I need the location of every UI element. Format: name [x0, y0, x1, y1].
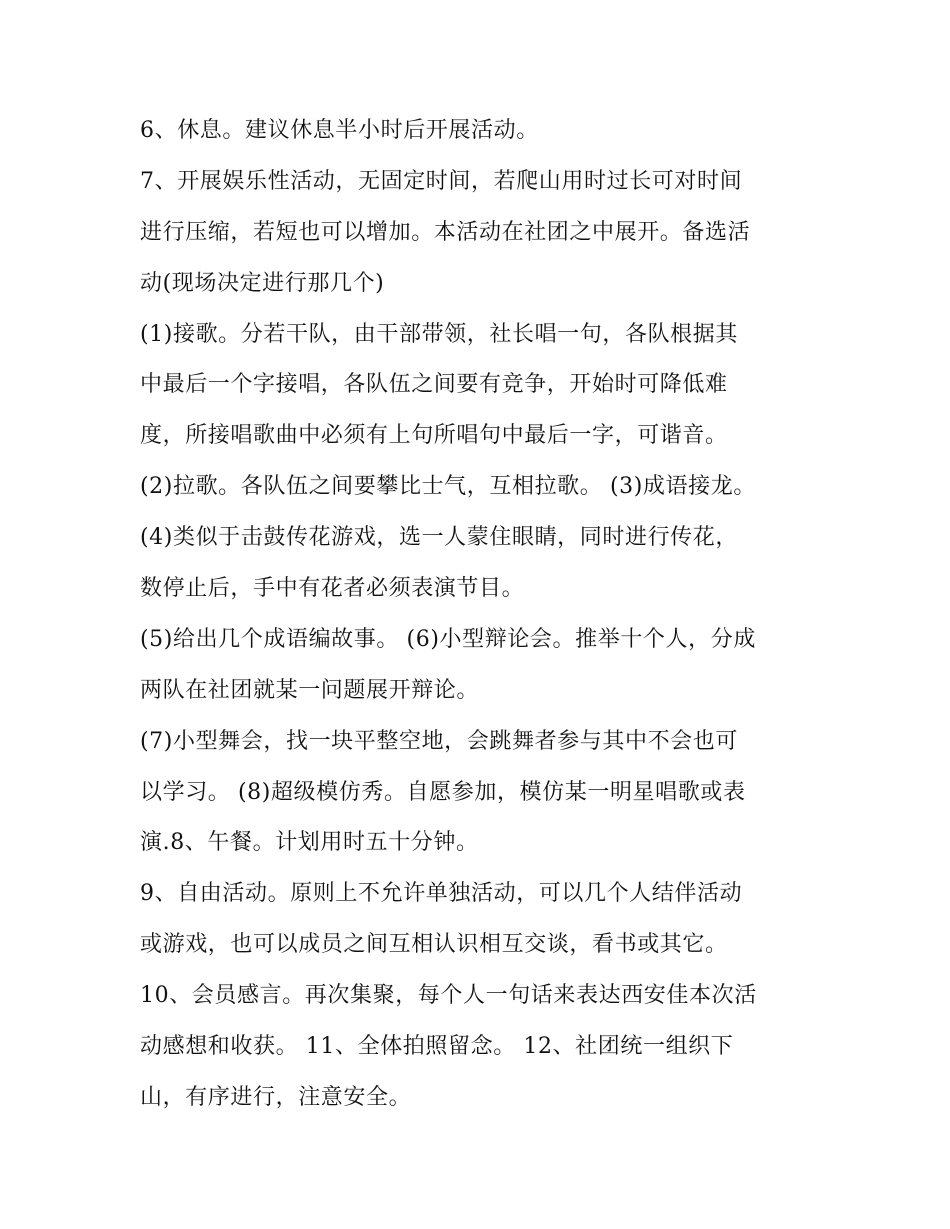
text-line: 6、休息。建议休息半小时后开展活动。	[140, 118, 539, 143]
text-line: (5)给出几个成语编故事。 (6)小型辩论会。推举十个人，分成	[140, 626, 756, 652]
text-line: 动感想和收获。 11、全体拍照留念。 12、社团统一组织下	[140, 1034, 734, 1060]
text-line: 7、开展娱乐性活动，无固定时间，若爬山用时过长可对时间	[140, 168, 743, 194]
text-line: 中最后一个字接唱，各队伍之间要有竞争，开始时可降低难	[140, 372, 728, 398]
text-line: (2)拉歌。各队伍之间要攀比士气，互相拉歌。 (3)成语接龙。	[140, 474, 756, 500]
text-line: 山，有序进行，注意安全。	[140, 1084, 412, 1110]
text-line: 以学习。 (8)超级模仿秀。自愿参加，模仿某一明星唱歌或表	[140, 779, 746, 805]
text-line: 进行压缩，若短也可以增加。本活动在社团之中展开。备选活	[140, 219, 751, 245]
text-line: 演.8、午餐。计划用时五十分钟。	[140, 830, 479, 856]
text-line: 10、会员感言。再次集聚，每个人一句话来表达西安佳本次活	[140, 983, 757, 1009]
text-line: (7)小型舞会，找一块平整空地，会跳舞者参与其中不会也可	[140, 728, 738, 754]
text-line: 动(现场决定进行那几个)	[140, 270, 385, 296]
text-line: 两队在社团就某一问题展开辩论。	[140, 677, 480, 703]
document-body	[140, 106, 830, 1124]
text-line: 9、自由活动。原则上不允许单独活动，可以几个人结伴活动	[140, 881, 743, 907]
text-line: 度，所接唱歌曲中必须有上句所唱句中最后一字，可谐音。	[140, 423, 728, 449]
text-line: 或游戏，也可以成员之间互相认识相互交谈，看书或其它。	[140, 932, 728, 958]
text-line: 数停止后，手中有花者必须表演节目。	[140, 576, 525, 602]
text-line: (1)接歌。分若干队，由干部带领，社长唱一句，各队根据其	[140, 321, 738, 347]
text-line: (4)类似于击鼓传花游戏，选一人蒙住眼睛，同时进行传花，	[140, 525, 738, 551]
